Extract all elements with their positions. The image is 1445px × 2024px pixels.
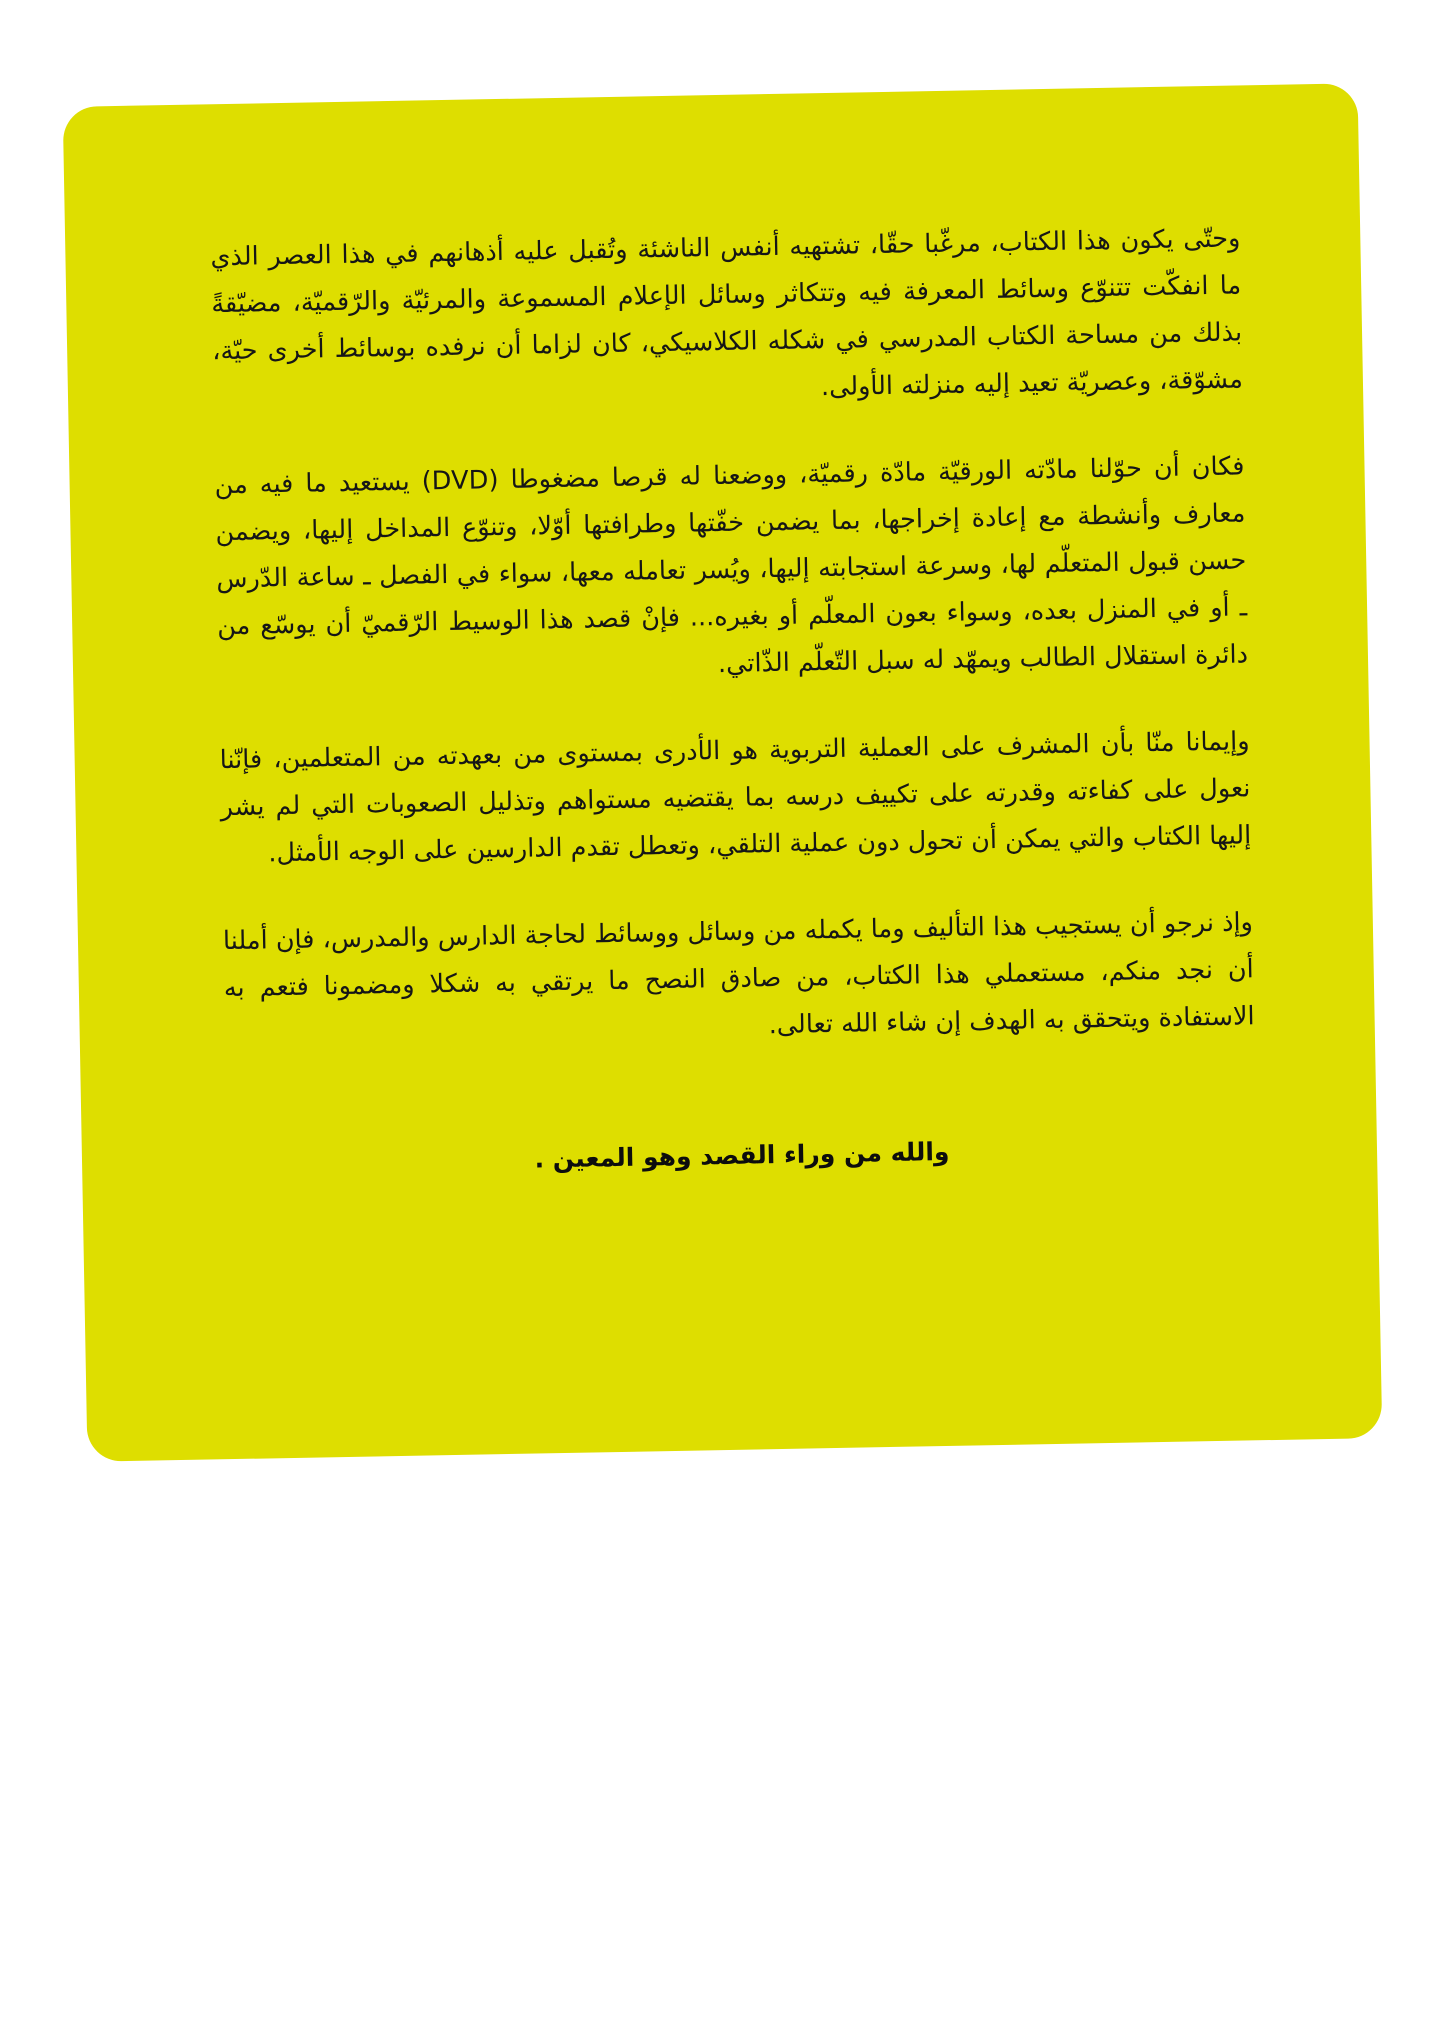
closing-line: والله من وراء القصد وهو المعين . (534, 1136, 950, 1174)
paragraph: فكان أن حوّلنا مادّته الورقيّة مادّة رقميّة، ووضعنا له قرصا مضغوطا (DVD) يستعيد ما فيه من معارف وأنشطة مع إعادة إخراجها، بما يضمن خفّتها وطرافتها أوّلا، وتنوّع المداخل إليها، ويضمن حسن قبول المتعلّم لها، وسرعة استجابته إليها، ويُسر تعامله معها، سواء في الفصل ـ ساعة الدّرس ـ أو في المنزل بعده، وسواء بعون المعلّم أو بغيره... فإنْ قصد هذا الوسيط الرّقميّ أن يوسّع من دائرة استقلال الطالب ويمهّد له سبل التّعلّم الذّاتي. (214, 451, 1249, 680)
paragraph: وإيمانا منّا بأن المشرف على العملية التربوية هو الأدرى بمستوى من بعهدته من المتعلمين، فإنّنا نعول على كفاءته وقدرته على تكييف درسه بما يقتضيه مستواهم وتذليل الصعوبات التي لم يشر إليها الكتاب والتي يمكن أن تحول دون عملية التلقي، وتعطل تقدم الدارسين على الوجه الأمثل. (219, 726, 1252, 869)
document-text-body (63, 83, 1383, 1462)
paragraph: وإذ نرجو أن يستجيب هذا التأليف وما يكمله من وسائل ووسائط لحاجة الدارس والمدرس، فإن أملنا أن نجد منكم، مستعملي هذا الكتاب، من صادق النصح ما يرتقي به شكلا ومضمونا فتعم به الاستفادة ويتحقق به الهدف إن شاء الله تعالى. (222, 907, 1255, 1041)
paragraph: وحتّى يكون هذا الكتاب، مرغّبا حقّا، تشتهيه أنفس الناشئة وتُقبل عليه أذهانهم في هذا العصر الذي ما انفكّت تتنوّع وسائط المعرفة فيه وتتكاثر وسائل الإعلام المسموعة والمرئيّة والرّقميّة، مضيّقةً بذلك من مساحة الكتاب المدرسي في شكله الكلاسيكي، كان لزاما أن نرفده بوسائط أخرى حيّة، مشوّقة، وعصريّة تعيد إليه منزلته الأولى. (210, 223, 1244, 403)
